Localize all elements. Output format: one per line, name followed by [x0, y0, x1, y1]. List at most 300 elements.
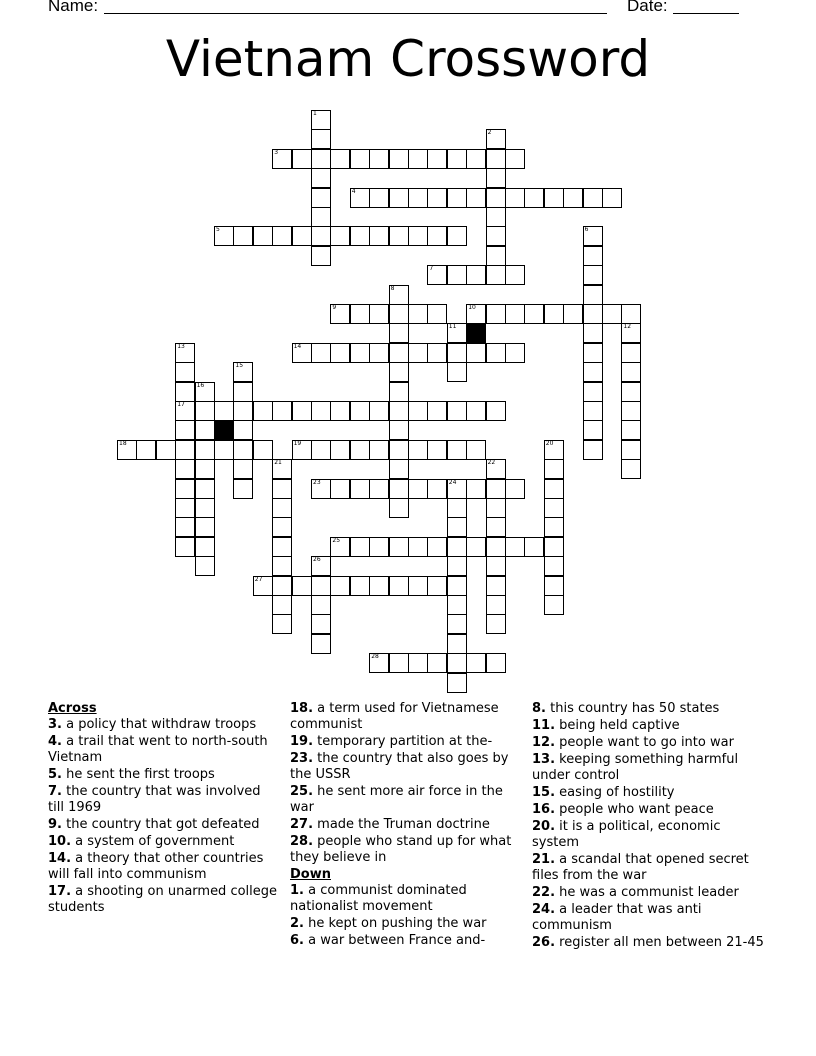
grid-cell[interactable]: [272, 498, 292, 518]
grid-cell[interactable]: [389, 498, 409, 518]
grid-cell[interactable]: [408, 653, 428, 673]
grid-cell[interactable]: [272, 556, 292, 576]
grid-cell[interactable]: [621, 459, 641, 479]
clue-across-14: [48, 851, 280, 883]
clue-text: he kept on pushing the war: [303, 916, 487, 931]
clue-down-22: [532, 885, 764, 901]
grid-cell[interactable]: [350, 226, 370, 246]
grid-cell[interactable]: [195, 556, 215, 576]
grid-cell[interactable]: [330, 479, 350, 499]
grid-cell[interactable]: [311, 614, 331, 634]
grid-cell[interactable]: [253, 401, 273, 421]
grid-cell[interactable]: [466, 537, 486, 557]
grid-cell[interactable]: [583, 401, 603, 421]
across-heading: Across: [48, 701, 97, 716]
clues-column-1: [48, 701, 280, 917]
grid-cell[interactable]: [195, 440, 215, 460]
grid-cell[interactable]: [369, 479, 389, 499]
clue-number: 2.: [290, 916, 304, 931]
grid-cell[interactable]: [350, 304, 370, 324]
grid-cell[interactable]: [621, 440, 641, 460]
grid-cell[interactable]: [350, 401, 370, 421]
clue-number: 19: [293, 439, 302, 447]
grid-cell[interactable]: [389, 149, 409, 169]
date-label: Date:: [627, 0, 668, 15]
grid-cell[interactable]: [233, 420, 253, 440]
grid-cell[interactable]: [486, 498, 506, 518]
grid-cell[interactable]: [233, 440, 253, 460]
clue-text: a scandal that opened secret files from the war: [532, 852, 749, 883]
grid-cell[interactable]: [408, 188, 428, 208]
clue-number: 16: [196, 381, 205, 389]
grid-cell[interactable]: [292, 226, 312, 246]
clue-down-26: [532, 935, 764, 951]
grid-cell[interactable]: [195, 517, 215, 537]
grid-cell[interactable]: [486, 401, 506, 421]
grid-cell[interactable]: [427, 343, 447, 363]
grid-cell[interactable]: [272, 226, 292, 246]
clue-number: 3: [274, 148, 279, 156]
grid-cell[interactable]: [602, 304, 622, 324]
grid-cell[interactable]: [544, 304, 564, 324]
grid-cell[interactable]: [447, 673, 467, 693]
grid-cell[interactable]: [563, 188, 583, 208]
grid-cell[interactable]: [369, 149, 389, 169]
clue-number: 9: [332, 304, 337, 311]
grid-cell[interactable]: [272, 517, 292, 537]
grid-cell[interactable]: [466, 304, 486, 324]
grid-cell[interactable]: [486, 517, 506, 537]
grid-cell[interactable]: [311, 110, 331, 130]
grid-cell[interactable]: [195, 459, 215, 479]
grid-cell[interactable]: [350, 343, 370, 363]
grid-cell[interactable]: [272, 459, 292, 479]
grid-cell[interactable]: [486, 576, 506, 596]
grid-cell[interactable]: [330, 343, 350, 363]
clue-number: 12: [623, 323, 632, 331]
grid-cell[interactable]: [486, 537, 506, 557]
clue-text: the country that also goes by the USSR: [290, 751, 509, 782]
grid-cell[interactable]: [311, 168, 331, 188]
blocked-cell: [466, 323, 486, 343]
clue-across-3: [48, 717, 280, 733]
grid-cell[interactable]: [175, 362, 195, 382]
grid-cell[interactable]: [175, 440, 195, 460]
grid-cell[interactable]: [214, 226, 234, 246]
grid-cell[interactable]: [408, 149, 428, 169]
grid-cell[interactable]: [505, 304, 525, 324]
grid-cell[interactable]: [175, 382, 195, 402]
grid-cell[interactable]: [233, 479, 253, 499]
grid-cell[interactable]: [389, 537, 409, 557]
grid-cell[interactable]: [311, 246, 331, 266]
grid-cell[interactable]: [292, 440, 312, 460]
grid-cell[interactable]: [621, 420, 641, 440]
grid-cell[interactable]: [466, 479, 486, 499]
clue-across-28: [290, 834, 522, 866]
grid-cell[interactable]: [136, 440, 156, 460]
grid-cell[interactable]: [486, 614, 506, 634]
grid-cell[interactable]: [389, 440, 409, 460]
grid-cell[interactable]: [486, 168, 506, 188]
grid-cell[interactable]: [195, 382, 215, 402]
grid-cell[interactable]: [233, 459, 253, 479]
clue-number: 8: [390, 284, 395, 292]
grid-cell[interactable]: [389, 459, 409, 479]
grid-cell[interactable]: [389, 576, 409, 596]
grid-cell[interactable]: [195, 537, 215, 557]
clue-text: easing of hostility: [555, 785, 675, 800]
grid-cell[interactable]: [253, 440, 273, 460]
grid-cell[interactable]: [583, 226, 603, 246]
grid-cell[interactable]: [408, 537, 428, 557]
grid-cell[interactable]: [175, 537, 195, 557]
grid-cell[interactable]: [389, 285, 409, 305]
grid-cell[interactable]: [350, 149, 370, 169]
grid-cell[interactable]: [175, 420, 195, 440]
grid-cell[interactable]: [427, 265, 447, 285]
grid-cell[interactable]: [195, 498, 215, 518]
grid-cell[interactable]: [621, 343, 641, 363]
grid-cell[interactable]: [195, 479, 215, 499]
grid-cell[interactable]: [330, 149, 350, 169]
grid-cell[interactable]: [447, 362, 467, 382]
grid-cell[interactable]: [369, 576, 389, 596]
clue-across-18: [290, 701, 522, 733]
grid-cell[interactable]: [389, 362, 409, 382]
grid-cell[interactable]: [175, 343, 195, 363]
grid-cell[interactable]: [175, 459, 195, 479]
grid-cell[interactable]: [505, 188, 525, 208]
grid-cell[interactable]: [505, 479, 525, 499]
grid-cell[interactable]: [544, 556, 564, 576]
clue-number: 4: [351, 187, 356, 195]
grid-cell[interactable]: [272, 401, 292, 421]
clue-number: 6: [584, 226, 589, 234]
grid-cell[interactable]: [389, 226, 409, 246]
grid-cell[interactable]: [311, 129, 331, 149]
grid-cell[interactable]: [544, 459, 564, 479]
grid-cell[interactable]: [466, 188, 486, 208]
grid-cell[interactable]: [156, 440, 176, 460]
grid-cell[interactable]: [447, 556, 467, 576]
grid-cell[interactable]: [427, 537, 447, 557]
grid-cell[interactable]: [447, 149, 467, 169]
grid-cell[interactable]: [292, 149, 312, 169]
grid-cell[interactable]: [292, 401, 312, 421]
grid-cell[interactable]: [544, 595, 564, 615]
grid-cell[interactable]: [175, 498, 195, 518]
grid-cell[interactable]: [447, 653, 467, 673]
grid-cell[interactable]: [330, 440, 350, 460]
grid-cell[interactable]: [486, 595, 506, 615]
clue-text: he was a communist leader: [555, 885, 739, 900]
grid-cell[interactable]: [486, 188, 506, 208]
grid-cell[interactable]: [253, 576, 273, 596]
grid-cell[interactable]: [389, 188, 409, 208]
clue-number: 12.: [532, 735, 556, 750]
grid-cell[interactable]: [486, 653, 506, 673]
clue-number: 4.: [48, 734, 62, 749]
grid-cell[interactable]: [447, 537, 467, 557]
grid-cell[interactable]: [486, 129, 506, 149]
grid-cell[interactable]: [466, 440, 486, 460]
grid-cell[interactable]: [602, 188, 622, 208]
grid-cell[interactable]: [389, 653, 409, 673]
clue-number: 27.: [290, 817, 314, 832]
grid-cell[interactable]: [292, 343, 312, 363]
grid-cell[interactable]: [583, 285, 603, 305]
grid-cell[interactable]: [486, 343, 506, 363]
grid-cell[interactable]: [175, 401, 195, 421]
grid-cell[interactable]: [447, 226, 467, 246]
grid-cell[interactable]: [621, 362, 641, 382]
grid-cell[interactable]: [311, 595, 331, 615]
grid-cell[interactable]: [447, 188, 467, 208]
name-label: Name:: [48, 0, 99, 15]
grid-cell[interactable]: [195, 420, 215, 440]
grid-cell[interactable]: [447, 440, 467, 460]
grid-cell[interactable]: [583, 304, 603, 324]
grid-cell[interactable]: [544, 440, 564, 460]
clue-text: he sent more air force in the war: [290, 784, 503, 815]
grid-cell[interactable]: [311, 556, 331, 576]
blocked-cell: [214, 420, 234, 440]
clue-text: keeping something harmful under control: [532, 752, 739, 783]
grid-cell[interactable]: [311, 149, 331, 169]
grid-cell[interactable]: [369, 226, 389, 246]
grid-cell[interactable]: [621, 382, 641, 402]
grid-cell[interactable]: [447, 401, 467, 421]
grid-cell[interactable]: [389, 304, 409, 324]
grid-cell[interactable]: [369, 537, 389, 557]
grid-cell[interactable]: [272, 537, 292, 557]
grid-cell[interactable]: [369, 653, 389, 673]
grid-cell[interactable]: [447, 517, 467, 537]
grid-cell[interactable]: [117, 440, 137, 460]
grid-cell[interactable]: [389, 479, 409, 499]
grid-cell[interactable]: [350, 537, 370, 557]
grid-cell[interactable]: [195, 401, 215, 421]
clue-down-8: [532, 701, 764, 717]
grid-cell[interactable]: [621, 304, 641, 324]
grid-cell[interactable]: [583, 440, 603, 460]
grid-cell[interactable]: [330, 537, 350, 557]
grid-cell[interactable]: [408, 440, 428, 460]
grid-cell[interactable]: [272, 595, 292, 615]
grid-cell[interactable]: [311, 479, 331, 499]
grid-cell[interactable]: [272, 149, 292, 169]
grid-cell[interactable]: [311, 188, 331, 208]
clue-text: a war between France and-: [303, 933, 486, 948]
grid-cell[interactable]: [505, 265, 525, 285]
grid-cell[interactable]: [272, 576, 292, 596]
grid-cell[interactable]: [408, 401, 428, 421]
grid-cell[interactable]: [330, 304, 350, 324]
grid-cell[interactable]: [272, 614, 292, 634]
grid-cell[interactable]: [427, 188, 447, 208]
grid-cell[interactable]: [486, 479, 506, 499]
grid-cell[interactable]: [447, 576, 467, 596]
clue-number: 5: [216, 226, 220, 234]
clue-down-20: [532, 819, 764, 851]
grid-cell[interactable]: [408, 226, 428, 246]
grid-cell[interactable]: [486, 226, 506, 246]
grid-cell[interactable]: [389, 382, 409, 402]
grid-cell[interactable]: [369, 343, 389, 363]
clue-number: 15: [235, 362, 244, 370]
grid-cell[interactable]: [544, 479, 564, 499]
grid-cell[interactable]: [233, 362, 253, 382]
clue-number: 22: [487, 459, 496, 467]
grid-cell[interactable]: [369, 188, 389, 208]
grid-cell[interactable]: [408, 304, 428, 324]
grid-cell[interactable]: [311, 207, 331, 227]
grid-cell[interactable]: [350, 576, 370, 596]
grid-cell[interactable]: [486, 246, 506, 266]
grid-cell[interactable]: [389, 343, 409, 363]
clue-number: 9.: [48, 817, 62, 832]
grid-cell[interactable]: [427, 440, 447, 460]
grid-cell[interactable]: [466, 149, 486, 169]
grid-cell[interactable]: [621, 401, 641, 421]
grid-cell[interactable]: [350, 479, 370, 499]
grid-cell[interactable]: [583, 246, 603, 266]
grid-cell[interactable]: [486, 207, 506, 227]
grid-cell[interactable]: [427, 304, 447, 324]
grid-cell[interactable]: [524, 188, 544, 208]
grid-cell[interactable]: [389, 401, 409, 421]
clue-text: a shooting on unarmed college students: [48, 884, 278, 915]
grid-cell[interactable]: [427, 149, 447, 169]
grid-cell[interactable]: [583, 420, 603, 440]
down-heading: Down: [290, 867, 331, 882]
grid-cell[interactable]: [583, 343, 603, 363]
grid-cell[interactable]: [427, 653, 447, 673]
clue-number: 10.: [48, 834, 72, 849]
clue-number: 28.: [290, 834, 314, 849]
grid-cell[interactable]: [408, 479, 428, 499]
grid-cell[interactable]: [563, 304, 583, 324]
clue-text: this country has 50 states: [545, 701, 720, 716]
grid-cell[interactable]: [214, 401, 234, 421]
grid-cell[interactable]: [505, 149, 525, 169]
grid-cell[interactable]: [427, 401, 447, 421]
grid-cell[interactable]: [486, 459, 506, 479]
grid-cell[interactable]: [175, 517, 195, 537]
grid-cell[interactable]: [544, 537, 564, 557]
grid-cell[interactable]: [466, 401, 486, 421]
clue-number: 18.: [290, 701, 314, 716]
grid-cell[interactable]: [369, 401, 389, 421]
grid-cell[interactable]: [233, 226, 253, 246]
grid-cell[interactable]: [447, 614, 467, 634]
grid-cell[interactable]: [330, 226, 350, 246]
clue-across-23: [290, 751, 522, 783]
grid-cell[interactable]: [486, 265, 506, 285]
grid-cell[interactable]: [544, 517, 564, 537]
grid-cell[interactable]: [583, 265, 603, 285]
clue-number: 24.: [532, 902, 556, 917]
clue-text: made the Truman doctrine: [313, 817, 490, 832]
grid-cell[interactable]: [447, 595, 467, 615]
grid-cell[interactable]: [524, 304, 544, 324]
grid-cell[interactable]: [486, 556, 506, 576]
grid-cell[interactable]: [311, 576, 331, 596]
grid-cell[interactable]: [583, 323, 603, 343]
grid-cell[interactable]: [466, 653, 486, 673]
grid-cell[interactable]: [447, 498, 467, 518]
grid-cell[interactable]: [311, 634, 331, 654]
grid-cell[interactable]: [369, 440, 389, 460]
clue-number: 7.: [48, 784, 62, 799]
grid-cell[interactable]: [583, 362, 603, 382]
grid-cell[interactable]: [447, 265, 467, 285]
grid-cell[interactable]: [466, 343, 486, 363]
grid-cell[interactable]: [447, 343, 467, 363]
grid-cell[interactable]: [408, 576, 428, 596]
grid-cell[interactable]: [233, 382, 253, 402]
grid-cell[interactable]: [292, 576, 312, 596]
grid-cell[interactable]: [175, 479, 195, 499]
grid-cell[interactable]: [524, 537, 544, 557]
grid-cell[interactable]: [311, 226, 331, 246]
grid-cell[interactable]: [427, 479, 447, 499]
grid-cell[interactable]: [311, 401, 331, 421]
clue-down-2: [290, 916, 522, 932]
grid-cell[interactable]: [466, 265, 486, 285]
grid-cell[interactable]: [253, 226, 273, 246]
grid-cell[interactable]: [408, 343, 428, 363]
grid-cell[interactable]: [427, 576, 447, 596]
grid-cell[interactable]: [350, 188, 370, 208]
grid-cell[interactable]: [505, 343, 525, 363]
grid-cell[interactable]: [389, 323, 409, 343]
grid-cell[interactable]: [583, 188, 603, 208]
grid-cell[interactable]: [544, 498, 564, 518]
grid-cell[interactable]: [233, 401, 253, 421]
clue-text: people want to go into war: [555, 735, 734, 750]
grid-cell[interactable]: [330, 576, 350, 596]
grid-cell[interactable]: [486, 149, 506, 169]
grid-cell[interactable]: [447, 479, 467, 499]
grid-cell[interactable]: [350, 440, 370, 460]
clue-down-11: [532, 718, 764, 734]
grid-cell[interactable]: [621, 323, 641, 343]
clues-column-3: [532, 701, 764, 952]
grid-cell[interactable]: [311, 343, 331, 363]
grid-cell[interactable]: [505, 537, 525, 557]
clue-number: 17.: [48, 884, 72, 899]
grid-cell[interactable]: [427, 226, 447, 246]
clue-number: 21: [274, 459, 282, 467]
grid-cell[interactable]: [214, 440, 234, 460]
grid-cell[interactable]: [272, 479, 292, 499]
grid-cell[interactable]: [369, 304, 389, 324]
grid-cell[interactable]: [583, 382, 603, 402]
grid-cell[interactable]: [330, 401, 350, 421]
grid-cell[interactable]: [311, 440, 331, 460]
grid-cell[interactable]: [389, 420, 409, 440]
grid-cell[interactable]: [447, 323, 467, 343]
clue-number: 5.: [48, 767, 62, 782]
grid-cell[interactable]: [544, 188, 564, 208]
grid-cell[interactable]: [486, 304, 506, 324]
clue-number: 20: [545, 439, 554, 447]
clue-text: people who stand up for what they believe in: [290, 834, 512, 865]
grid-cell[interactable]: [447, 634, 467, 654]
grid-cell[interactable]: [544, 576, 564, 596]
